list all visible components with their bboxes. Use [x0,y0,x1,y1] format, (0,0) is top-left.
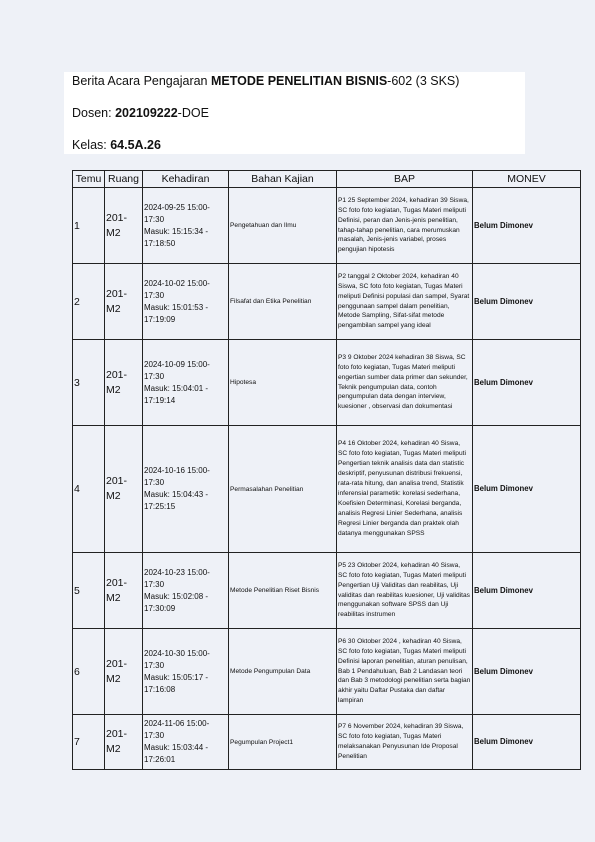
cell-bahan-kajian: Metode Penelitian Riset Bisnis [229,553,337,629]
class-label: Kelas: [72,138,111,152]
check-in-time: Masuk: 15:01:53 - 17:19:09 [144,302,209,324]
col-header-temu: Temu [73,171,105,188]
table-row [73,629,581,715]
course-suffix: -602 (3 SKS) [387,74,460,88]
check-in-time: Masuk: 15:03:44 - 17:26:01 [144,743,209,764]
cell-monev: Belum Dimonev [473,553,581,629]
schedule-time: 2024-10-23 15:00-17:30 [144,567,210,589]
cell-bap: P7 6 November 2024, kehadiran 39 Siswa, SC foto foto kegiatan, Tugas Materi melaksanakan Penyusunan Ide Proposal Penelitian [337,715,473,770]
cell-bap: P3 9 Oktober 2024 kehadiran 38 Siswa, SC foto foto kegiatan, Tugas Materi meliputi engertian sumber data primer dan sekunder, Teknik pengumpulan data, contoh pengumpulan data dengan interview, kuesioner , observasi dan dokumentasi [337,340,473,426]
table-row [73,553,581,629]
cell-ruang: 201-M2 [105,188,143,264]
col-header-kehadiran: Kehadiran [143,171,229,188]
schedule-time: 2024-10-09 15:00-17:30 [144,359,210,381]
cell-temu: 2 [73,264,105,340]
cell-temu: 1 [73,188,105,264]
lecturer-line [72,106,209,120]
schedule-time: 2024-11-06 15:00-17:30 [144,719,210,740]
col-header-bap: BAP [337,171,473,188]
cell-bahan-kajian: Pegumpulan Project1 [229,715,337,770]
cell-kehadiran [143,264,229,340]
document-title [72,74,459,88]
lecturer-id: 202109222 [115,106,178,120]
cell-bahan-kajian: Filsafat dan Etika Penelitian [229,264,337,340]
cell-bahan-kajian: Permasalahan Penelitian [229,426,337,553]
cell-bap: P4 16 Oktober 2024, kehadiran 40 Siswa, SC foto foto kegiatan, Tugas Materi meliputi Pengertian teknik analisis data dan statistic deskriptif, penyusunan distribusi frekuensi, rata-rata hitung, dan analisa trend, Statistik inferensial parametik: korelasi sederhana, Koefisien Determinasi, Korelasi berganda, analisis Regresi Linier Sederhana, analisis Regresi Linier berganda dan praktek olah datanya menggunakan SPSS [337,426,473,553]
table-header-row [73,171,581,188]
table-row [73,264,581,340]
cell-ruang: 201-M2 [105,426,143,553]
cell-ruang: 201-M2 [105,715,143,770]
cell-bahan-kajian: Pengetahuan dan Ilmu [229,188,337,264]
cell-ruang: 201-M2 [105,553,143,629]
col-header-bahan-kajian: Bahan Kajian [229,171,337,188]
table-row [73,715,581,770]
cell-ruang: 201-M2 [105,264,143,340]
check-in-time: Masuk: 15:05:17 - 17:16:08 [144,672,209,694]
cell-bahan-kajian: Metode Pengumpulan Data [229,629,337,715]
class-line [72,138,161,152]
bap-table [72,170,581,770]
cell-kehadiran [143,188,229,264]
cell-kehadiran [143,340,229,426]
cell-bahan-kajian: Hipotesa [229,340,337,426]
table-row [73,188,581,264]
cell-ruang: 201-M2 [105,340,143,426]
cell-kehadiran [143,715,229,770]
schedule-time: 2024-09-25 15:00-17:30 [144,202,210,224]
col-header-monev: MONEV [473,171,581,188]
cell-kehadiran [143,629,229,715]
lecturer-suffix: -DOE [177,106,209,120]
schedule-time: 2024-10-02 15:00-17:30 [144,278,210,300]
cell-kehadiran [143,553,229,629]
table-row [73,340,581,426]
col-header-ruang: Ruang [105,171,143,188]
cell-ruang: 201-M2 [105,629,143,715]
cell-monev: Belum Dimonev [473,426,581,553]
cell-monev: Belum Dimonev [473,715,581,770]
course-name: METODE PENELITIAN BISNIS [210,74,388,88]
lecturer-label: Dosen: [72,106,116,120]
check-in-time: Masuk: 15:04:01 - 17:19:14 [144,383,209,405]
cell-temu: 6 [73,629,105,715]
cell-bap: P2 tanggal 2 Oktober 2024, kehadiran 40 Siswa, SC foto foto kegiatan, Tugas Materi meliputi Definisi populasi dan sampel, Syarat penggunaan sampel dalam penelitian, Metode Sampling, Sifat-sifat metode pengambilan sampel yang ideal [337,264,473,340]
title-prefix: Berita Acara Pengajaran [72,74,211,88]
cell-temu: 3 [73,340,105,426]
table-row [73,426,581,553]
cell-bap: P6 30 Oktober 2024 , kehadiran 40 Siswa, SC foto foto kegiatan, Tugas Materi meliputi Definisi laporan penelitian, aturan penulisan, Bab 1 Pendahuluan, Bab 2 Landasan teori dan Bab 3 metodologi penelitian serta bagian akhir yaitu Daftar Pustaka dan daftar lampiran [337,629,473,715]
cell-monev: Belum Dimonev [473,629,581,715]
cell-monev: Belum Dimonev [473,188,581,264]
cell-bap: P1 25 September 2024, kehadiran 39 Siswa, SC foto foto kegiatan, Tugas Materi meliputi Definisi, peran dan Jenis-jenis penelitian, tahap-tahap penelitian, cara merumuskan masalah, Jenis-jenis variabel, proses pengujian hipotesis [337,188,473,264]
cell-temu: 5 [73,553,105,629]
cell-kehadiran [143,426,229,553]
schedule-time: 2024-10-16 15:00-17:30 [144,466,210,487]
cell-temu: 4 [73,426,105,553]
cell-monev: Belum Dimonev [473,264,581,340]
cell-temu: 7 [73,715,105,770]
check-in-time: Masuk: 15:02:08 - 17:30:09 [144,591,209,613]
schedule-time: 2024-10-30 15:00-17:30 [144,648,210,670]
cell-bap: P5 23 Oktober 2024, kehadiran 40 Siswa, SC foto foto kegiatan, Tugas Materi meliputi Pengertian Uji Validitas dan reabilitas, Uji validitas dan reabilitas kuesioner, Uji validitas menggunakan software SPSS dan Uji reabilitas instrumen [337,553,473,629]
cell-monev: Belum Dimonev [473,340,581,426]
check-in-time: Masuk: 15:04:43 - 17:25:15 [144,490,209,511]
class-value: 64.5A.26 [110,138,161,152]
check-in-time: Masuk: 15:15:34 - 17:18:50 [144,226,209,248]
